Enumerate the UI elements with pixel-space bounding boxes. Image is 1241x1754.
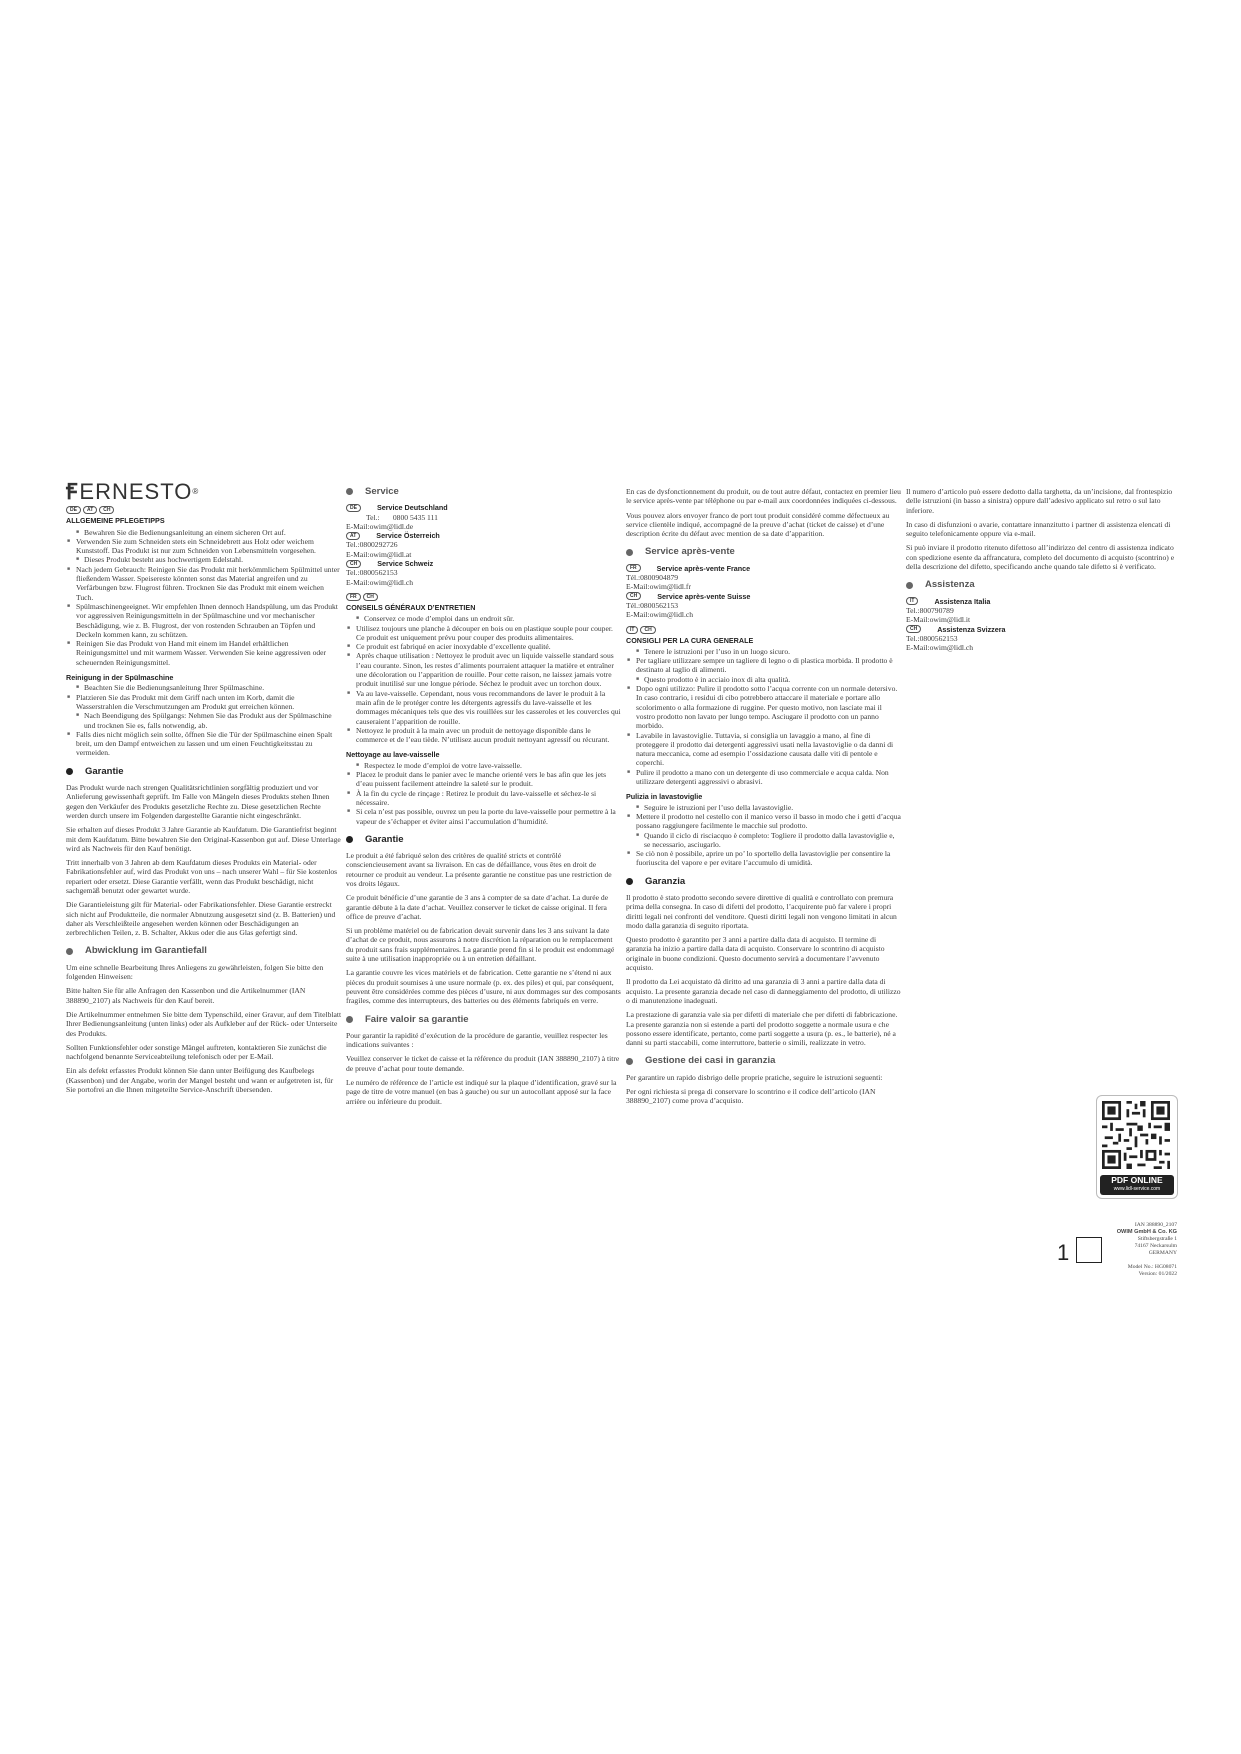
list-item: ■ Utilisez toujours une planche à découper en bois ou en plastique souple pour couper. Ce produit est uniquement prévu pour couper des produits alimentaires. xyxy=(346,624,622,643)
service-label: Service après-vente France xyxy=(656,563,751,573)
service-block-ch xyxy=(906,625,1182,653)
it-dish-title: Pulizia in lavastoviglie xyxy=(626,792,703,802)
paragraph: Das Produkt wurde nach strengen Qualitätsrichtlinien sorgfältig produziert und vor Anlieferung gewissenhaft geprüft. Im Falle von Mängeln dieses Produkts stehen Ihnen gegen den Verkäufer des Produkts gesetzliche Rechte zu. Diese gesetzlichen Rechte werden durch unsere im Folgenden dargestellte Garantie nicht eingeschränkt. xyxy=(66,783,330,820)
flag-de: DE xyxy=(66,506,81,514)
list-item: ■ Dieses Produkt besteht aus hochwertigem Edelstahl. xyxy=(66,555,342,564)
paragraph: Ein als defekt erfasstes Produkt können Sie dann unter Beifügung des Kaufbelegs (Kassenbon) und der Angabe, worin der Mangel besteht und wann er aufgetreten ist, für Sie portofrei an die Ihnen mitgeteilte Service-Anschrift übersenden. xyxy=(66,1066,334,1095)
service-label: Service Schweiz xyxy=(377,559,434,569)
page-box xyxy=(1076,1237,1102,1263)
paragraph: Per ogni richiesta si prega di conservare lo scontrino e il codice dell’articolo (IAN 388890_2107) come prova d’acquisto. xyxy=(626,1087,876,1106)
paragraph: Il prodotto è stato prodotto secondo severe direttive di qualità e controllato con premura prima della consegna. In caso di difetti del prodotto, l’acquirente può far valere i propri diritti legali nei confronti del venditore. Questi diritti legali non vengono limitati in alcun modo dalla garanzia di seguito riportata. xyxy=(626,892,897,930)
paragraph: Sie erhalten auf dieses Produkt 3 Jahre Garantie ab Kaufdatum. Die Garantiefrist beginnt mit dem Kaufdatum. Bitte bewahren Sie den Original-Kassenbon gut auf. Diese Unterlage wird als Nachweis für den Kauf benötigt. xyxy=(66,825,341,853)
service-block-it xyxy=(906,597,1182,625)
service-name xyxy=(346,503,622,512)
pdf-online-badge xyxy=(1100,1175,1174,1195)
flag-ch: CH xyxy=(99,506,114,514)
de-service-heading xyxy=(346,487,622,496)
flag-fr: FR xyxy=(346,593,361,601)
list-item: ■ Verwenden Sie zum Schneiden stets ein Schneidebrett aus Holz oder weichem Kunststoff. Das Produkt ist nur zum Schneiden von Lebensmitteln vorgesehen. xyxy=(66,537,342,556)
heading-text: Service après-vente xyxy=(645,546,735,558)
service-mail: E-Mail:owim@lidl.it xyxy=(906,615,971,625)
list-item: ■ Ce produit est fabriqué en acier inoxydable d’excellente qualité. xyxy=(346,642,622,651)
service-tel: Tel.:0800562153 xyxy=(906,633,958,643)
it-dish-list xyxy=(626,803,902,868)
service-block-ch xyxy=(346,559,622,587)
service-name xyxy=(346,531,622,540)
fr-handling-heading xyxy=(346,1015,622,1024)
service-tel: Tel.:800790789 xyxy=(906,605,954,615)
heading-text: Service xyxy=(365,486,399,497)
list-item: ■ Per tagliare utilizzare sempre un tagliere di legno o di plastica morbida. Il prodotto è destinato al taglio di alimenti. xyxy=(626,656,902,675)
list-item: ■ Lavabile in lavastoviglie. Tuttavia, si consiglia un lavaggio a mano, al fine di proteggere il prodotto dai detergenti aggressivi usati nella lavastoviglie o da danni di natura meccanica, come ad esempio l’ossidazione causata dalle viti di pentole e coperchi. xyxy=(626,731,902,768)
paragraph: Il numero d’articolo può essere dedotto dalla targhetta, da un’incisione, dal frontespizio delle istruzioni (in basso a sinistra) oppure dall’adesivo applicato sul retro o sul lato inferiore. xyxy=(906,487,1173,515)
paragraph: Le produit a été fabriqué selon des critères de qualité stricts et contrôlé consciencieusement avant sa livraison. En cas de défaillance, vous êtes en droit de retourner ce produit au vendeur. La présente garantie ne constitue pas une restriction de vos droits légaux. xyxy=(346,851,612,888)
list-item: ■ Spülmaschinengeeignet. Wir empfehlen Ihnen dennoch Handspülung, um das Produkt vor aggressiven Reinigungsmitteln in der Spülmaschine und vor mechanischer Beschädigung, wie z. B. Flugrost, der von rostenden Schrauben an Töpfen und Deckeln kommen kann, zu schützen. xyxy=(66,602,342,639)
company-name: OWIM GmbH & Co. KG xyxy=(1116,1229,1177,1235)
fr-warranty-heading xyxy=(346,835,622,844)
de-handling-heading xyxy=(66,946,342,955)
list-item: ■ Reinigen Sie das Produkt von Hand mit einem im Handel erhältlichen Reinigungsmittel und mit warmem Wasser. Verwenden Sie keine aggressiven oder scheuernden Reinigungsmittel. xyxy=(66,639,342,667)
service-label: Service après-vente Suisse xyxy=(657,591,751,601)
it-warranty-heading xyxy=(626,877,902,886)
fr-care-list xyxy=(346,614,622,744)
service-tel: Tél.:0800904879 xyxy=(626,573,679,583)
paragraph: Tritt innerhalb von 3 Jahren ab dem Kaufdatum dieses Produkts ein Material- oder Fabrikationsfehler auf, wird das Produkt von uns – nach unserer Wahl – für Sie kostenlos repariert oder ersetzt. Diese Garantie verfällt, wenn das Produkt beschädigt, nicht sachgemäß benutzt oder gewartet wurde. xyxy=(66,858,338,895)
paragraph: Sollten Funktionsfehler oder sonstige Mängel auftreten, kontaktieren Sie zunächst die nachfolgend benannte Serviceabteilung telefonisch oder per E-Mail. xyxy=(66,1042,327,1062)
service-tel: Tel.: 0800 5435 111 xyxy=(366,512,438,522)
ernesto-logo xyxy=(66,479,342,504)
country-flags-fr xyxy=(346,593,622,601)
list-item: ■ Questo prodotto è in acciaio inox di alta qualità. xyxy=(626,675,902,684)
logo-mark: Ꞙ xyxy=(66,479,79,504)
list-item: ■ Nach Beendigung des Spülgangs: Nehmen Sie das Produkt aus der Spülmaschine und trocknen Sie es, falls notwendig, ab. xyxy=(66,711,342,730)
list-item: ■ Tenere le istruzioni per l’uso in un luogo sicuro. xyxy=(626,647,902,656)
service-label: Service Österreich xyxy=(376,531,440,541)
service-block-de xyxy=(346,503,622,531)
paragraph: En cas de dysfonctionnement du produit, ou de tout autre défaut, contactez en premier lieu le service après-vente par téléphone ou par e-mail aux coordonnées indiquées ci-dessous. xyxy=(626,487,901,506)
qr-code-icon xyxy=(1102,1101,1170,1169)
company-street: Stiftsbergstraße 1 xyxy=(1137,1236,1177,1242)
qr-code-pdf-online[interactable] xyxy=(1096,1095,1178,1199)
service-mail: E-Mail:owim@lidl.ch xyxy=(906,643,974,653)
list-item: ■ Se ciò non è possibile, aprire un po’ lo sportello della lavastoviglie per consentire la fuoriuscita del vapore e per evitare l’accumulo di umidità. xyxy=(626,849,902,868)
bullet-icon xyxy=(626,549,633,556)
service-mail: E-Mail:owim@lidl.ch xyxy=(346,577,414,587)
list-item: ■ Pulire il prodotto a mano con un detergente di uso commerciale e acqua calda. Non utilizzare detergenti aggressivi o abrasivi. xyxy=(626,768,902,787)
list-item: ■ Mettere il prodotto nel cestello con il manico verso il basso in modo che i getti d’acqua possano raggiungere facilmente le macchie sul prodotto. xyxy=(626,812,902,831)
flag-fr: FR xyxy=(626,564,641,572)
bullet-icon xyxy=(66,948,73,955)
paragraph: La prestazione di garanzia vale sia per difetti di materiale che per difetti di fabbricazione. La presente garanzia non si estende a parti del prodotto soggette a normale usura e che possono essere identificate, pertanto, come parti soggette a usura (p. es., le batterie), né a danni su parti staccabili, come interruttore, batterie o simili, realizzate in vetro. xyxy=(626,1010,898,1048)
de-warranty-heading xyxy=(66,767,342,776)
service-mail: E-Mail:owim@lidl.at xyxy=(346,549,412,559)
service-block-ch xyxy=(626,592,902,620)
heading-text: Garantie xyxy=(85,765,124,777)
it-handling-heading xyxy=(626,1056,902,1065)
paragraph: Questo prodotto è garantito per 3 anni a partire dalla data di acquisto. Il termine di garanzia ha inizio a partire dalla data di acquisto. Conservare lo scontrino di acquisto originale in buone condizioni. Questo documento servirà a documentare l’avvenuto acquisto. xyxy=(626,935,885,973)
list-item: ■ Respectez le mode d’emploi de votre lave-vaisselle. xyxy=(346,761,622,770)
service-mail: E-Mail:owim@lidl.de xyxy=(346,521,414,531)
service-label: Assistenza Svizzera xyxy=(937,624,1006,634)
bullet-icon xyxy=(66,768,73,775)
paragraph: Die Garantieleistung gilt für Material- oder Fabrikationsfehler. Diese Garantie erstreckt sich nicht auf Produktteile, die normaler Abnutzung ausgesetzt sind (z. B. Batterien) und daher als Verschleißteile angesehen werden können oder Beschädigungen an zerbrechlichen Teilen, z. B. Schalter, Akkus oder die aus Glas gefertigt sind. xyxy=(66,900,336,938)
paragraph: Si può inviare il prodotto ritenuto difettoso all’indirizzo del centro di assistenza indicato con spedizione esente da affrancatura, completo del documento di acquisto (scontrino) e della descrizione del difetto, specificando anche quando tale difetto si è verificato. xyxy=(906,543,1175,572)
service-tel: Tel.:0800562153 xyxy=(346,568,398,578)
page-number: 1 xyxy=(1057,1240,1070,1265)
paragraph: Die Artikelnummer entnehmen Sie bitte dem Typenschild, einer Gravur, auf dem Titelblatt Ihrer Bedienungsanleitung (unten links) oder als Aufkleber auf der Rück- oder Unterseite des Produkts. xyxy=(66,1009,342,1038)
paragraph: In caso di disfunzioni o avarie, contattare innanzitutto i partner di assistenza elencati di seguito telefonicamente oppure via e-mail. xyxy=(906,519,1171,539)
flag-ch: CH xyxy=(640,626,655,634)
column-italian-cont xyxy=(906,487,1182,652)
service-mail: E-Mail:owim@lidl.fr xyxy=(626,582,691,592)
flag-at: AT xyxy=(83,506,97,514)
paragraph: Veuillez conserver le ticket de caisse et la référence du produit (IAN 388890_2107) à titre de preuve d’achat pour toute demande. xyxy=(346,1054,620,1073)
column-german xyxy=(66,479,342,1099)
list-item: ■ Seguire le istruzioni per l’uso della lavastoviglie. xyxy=(626,803,902,812)
list-item: ■ Falls dies nicht möglich sein sollte, öffnen Sie die Tür der Spülmaschine einen Spalt breit, um den Dampf entweichen zu lassen und um einen Feuchtigkeitsstau zu vermeiden. xyxy=(66,730,342,758)
heading-text: Faire valoir sa garantie xyxy=(365,1013,469,1025)
fr-care-title: CONSEILS GÉNÉRAUX D’ENTRETIEN xyxy=(346,602,476,612)
service-name xyxy=(906,597,1182,606)
bullet-icon xyxy=(346,1016,353,1023)
bullet-icon xyxy=(626,878,633,885)
service-tel: Tél.:0800562153 xyxy=(626,600,679,610)
de-care-list xyxy=(66,528,342,667)
flag-ch: CH xyxy=(626,592,641,600)
bullet-icon xyxy=(346,488,353,495)
fr-service-heading xyxy=(626,547,902,556)
de-dish-list xyxy=(66,683,342,757)
service-block-fr xyxy=(626,564,902,592)
service-tel: Tel.:0800292726 xyxy=(346,540,398,550)
heading-text: Garanzia xyxy=(645,875,686,887)
list-item: ■ Quando il ciclo di risciacquo è completo: Togliere il prodotto dalla lavastoviglie e, se necessario, asciugarlo. xyxy=(626,831,902,850)
flag-at: AT xyxy=(346,532,360,540)
heading-text: Garantie xyxy=(365,833,404,845)
service-name xyxy=(346,559,622,568)
list-item: ■ Dopo ogni utilizzo: Pulire il prodotto sotto l’acqua corrente con un normale detersivo. In caso contrario, i residui di cibo potrebbero attaccare il materiale e portare allo scolorimento o alla formazione di ruggine. Per questo motivo, non lasciate mai il vostro prodotto non lavato per lungo tempo. Asciugare il prodotto con un panno morbido. xyxy=(626,684,902,730)
paragraph: Um eine schnelle Bearbeitung Ihres Anliegens zu gewährleisten, folgen Sie bitte den folgenden Hinweisen: xyxy=(66,962,324,982)
paragraph: Pour garantir la rapidité d’exécution de la procédure de garantie, veuillez respecter les indications suivantes : xyxy=(346,1030,608,1050)
flag-ch: CH xyxy=(906,625,921,633)
paragraph: Vous pouvez alors envoyer franco de port tout produit considéré comme défectueux au service clientèle indiqué, accompagné de la preuve d’achat (ticket de caisse) et d’une description écrite du défaut avec mention de sa date d’apparition. xyxy=(626,510,890,539)
heading-text: Assistenza xyxy=(925,579,975,591)
service-mail: E-Mail:owim@lidl.ch xyxy=(626,610,694,620)
de-care-title: ALLGEMEINE PFLEGETIPPS xyxy=(66,516,165,526)
paragraph: La garantie couvre les vices matériels et de fabrication. Cette garantie ne s’étend ni aux pièces du produit soumises à une usure normale (p. ex. des piles) et qui, par conséquent, peuvent être considérées comme des pièces d’usure, ni aux dommages sur des composants fragiles, comme des interrupteurs, des batteries ou des éléments fabriqués en verre. xyxy=(346,968,621,1006)
heading-text: Abwicklung im Garantiefall xyxy=(85,945,207,957)
list-item: ■ Nettoyez le produit à la main avec un produit de nettoyage disponible dans le commerce et de l’eau tiède. N’utilisez aucun produit nettoyant agressif ou récurant. xyxy=(346,726,622,745)
pdf-online-url: www.lidl-service.com xyxy=(1113,1186,1161,1192)
list-item: ■ Après chaque utilisation : Nettoyez le produit avec un liquide vaisselle standard sous l’eau courante. Sinon, les restes d’aliments pourraient attaquer la matière et entraîner une décoloration ou l’apparition de rouille. Pour cette raison, ne laissez jamais votre produit inutilisé sur une longue période. Séchez le produit avec un torchon doux. xyxy=(346,651,622,688)
list-item: ■ À la fin du cycle de rinçage : Retirez le produit du lave-vaisselle et séchez-le si nécessaire. xyxy=(346,789,622,808)
service-name xyxy=(626,564,902,573)
logo-text: ERNESTO xyxy=(79,479,193,504)
column-italian xyxy=(626,487,902,1111)
model-number: Model No.: HG08071 xyxy=(1127,1264,1177,1270)
column-french xyxy=(346,487,622,1111)
bullet-icon xyxy=(626,1058,633,1065)
list-item: ■ Bewahren Sie die Bedienungsanleitung an einem sicheren Ort auf. xyxy=(66,528,342,537)
flag-de: DE xyxy=(346,504,361,512)
list-item: ■ Nach jedem Gebrauch: Reinigen Sie das Produkt mit herkömmlichem Spülmittel unter fließendem Wasser. Speisereste könnten sonst das Material angreifen und zu Verfärbungen bzw. Flugrost führen. Trocknen Sie das Produkt mit einem weichen Tuch. xyxy=(66,565,342,602)
country-flags-it xyxy=(626,626,902,634)
it-care-title: CONSIGLI PER LA CURA GENERALE xyxy=(626,635,754,645)
flag-ch: CH xyxy=(363,593,378,601)
heading-text: Gestione dei casi in garanzia xyxy=(645,1055,776,1067)
version: Version: 01/2022 xyxy=(1138,1271,1177,1277)
list-item: ■ Beachten Sie die Bedienungsanleitung Ihrer Spülmaschine. xyxy=(66,683,342,692)
list-item: ■ Conservez ce mode d’emploi dans un endroit sûr. xyxy=(346,614,622,623)
fr-dish-list xyxy=(346,761,622,826)
paragraph: Ce produit bénéficie d’une garantie de 3 ans à compter de sa date d’achat. La durée de garantie débute à la date d’achat. Veuillez conserver le ticket de caisse original. Il fera office de preuve d’achat. xyxy=(346,893,609,921)
company-city: 74167 Neckarsulm xyxy=(1134,1243,1177,1249)
company-country: GERMANY xyxy=(1148,1250,1177,1256)
country-flags-de xyxy=(66,506,342,514)
list-item: ■ Va au lave-vaisselle. Cependant, nous vous recommandons de laver le produit à la main afin de le protéger contre les détergents agressifs du lave-vaisselle et les dommages mécaniques tels que des vis rouillées sur les casseroles et les couvercles qui causeraient l’apparition de rouille. xyxy=(346,689,622,726)
flag-it: IT xyxy=(626,626,638,634)
list-item: ■ Placez le produit dans le panier avec le manche orienté vers le bas afin que les jets d’eau puissent facilement atteindre la saleté sur le produit. xyxy=(346,770,622,789)
list-item: ■ Si cela n’est pas possible, ouvrez un peu la porte du lave-vaisselle pour permettre à la vapeur de s’échapper et éviter ainsi l’accumulation d’humidité. xyxy=(346,807,622,826)
flag-it: IT xyxy=(906,597,918,605)
list-item: ■ Platzieren Sie das Produkt mit dem Griff nach unten im Korb, damit die Wasserstrahlen die Verschmutzungen am Produkt gut erreichen können. xyxy=(66,693,342,712)
service-name xyxy=(626,592,902,601)
de-dish-title: Reinigung in der Spülmaschine xyxy=(66,673,174,683)
logo-reg: ® xyxy=(192,487,200,496)
it-service-heading xyxy=(906,580,1182,589)
paragraph: Si un problème matériel ou de fabrication devait survenir dans les 3 ans suivant la date d’achat de ce produit, nous assurons à notre discrétion la réparation ou le remplacement du produit sans frais supplémentaires. La garantie prend fin si le produit est endommagé suite à une utilisation inappropriée ou à un entretien défaillant. xyxy=(346,926,615,964)
service-label: Assistenza Italia xyxy=(934,596,991,606)
paragraph: Bitte halten Sie für alle Anfragen den Kassenbon und die Artikelnummer (IAN 388890_2107) als Nachweis für den Kauf bereit. xyxy=(66,986,306,1005)
it-care-list xyxy=(626,647,902,786)
bullet-icon xyxy=(906,582,913,589)
service-name xyxy=(906,625,1182,634)
paragraph: Il prodotto da Lei acquistato dà diritto ad una garanzia di 3 anni a partire dalla data di acquisto. La presente garanzia decade nel caso di danneggiamento del prodotto, di utilizzo o di manutenzione inadeguati. xyxy=(626,977,901,1005)
pdf-online-label: PDF ONLINE xyxy=(1111,1175,1163,1185)
bullet-icon xyxy=(346,836,353,843)
service-label: Service Deutschland xyxy=(376,503,448,513)
service-block-at xyxy=(346,531,622,559)
fr-dish-title: Nettoyage au lave-vaisselle xyxy=(346,750,440,760)
paragraph: Per garantire un rapido disbrigo delle proprie pratiche, seguire le istruzioni seguenti: xyxy=(626,1072,883,1082)
flag-ch: CH xyxy=(346,560,361,568)
ian-number: IAN 388890_2107 xyxy=(1134,1222,1177,1228)
paragraph: Le numéro de référence de l’article est indiqué sur la plaque d’identification, gravé sur la page de titre de votre manuel (en bas à gauche) ou sur un autocollant apposé sur la face arrière ou inférieure du produit. xyxy=(346,1078,617,1106)
